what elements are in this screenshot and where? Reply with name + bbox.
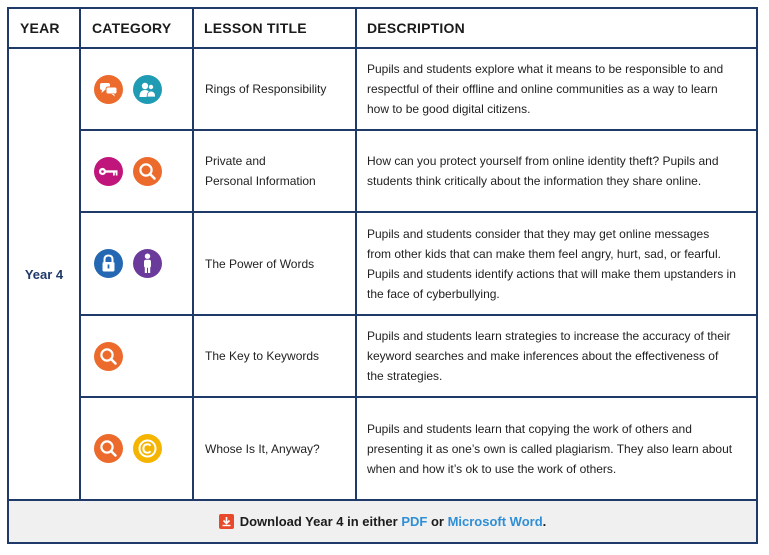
lesson-title: Rings of Responsibility <box>193 48 356 130</box>
magnifier-icon <box>94 342 123 371</box>
category-cell <box>80 212 193 315</box>
lesson-title: Whose Is It, Anyway? <box>193 397 356 500</box>
lesson-title: The Power of Words <box>193 212 356 315</box>
lesson-title <box>193 130 356 212</box>
or-text: or <box>430 513 444 529</box>
person-icon <box>133 249 162 278</box>
download-footer <box>8 500 757 543</box>
pdf-link[interactable]: PDF <box>401 513 428 529</box>
download-icon[interactable] <box>219 514 234 529</box>
table-row <box>8 130 757 212</box>
people-icon <box>133 75 162 104</box>
key-icon <box>94 157 123 186</box>
lesson-description: Pupils and students explore what it means to be responsible to and respectful of their offline and online communities as a way to learn how to be good digital citizens. <box>356 48 757 130</box>
lesson-description: Pupils and students consider that they may get online messages from other kids that can make them feel angry, hurt, sad, or fearful. Pupils and students identify actions that will make them upstanders in the face of cyberbullying. <box>356 212 757 315</box>
header-year: YEAR <box>8 8 80 48</box>
lesson-description: Pupils and students learn strategies to increase the accuracy of their keyword searches and make inferences about the effectiveness of the strategies. <box>356 315 757 397</box>
category-cell <box>80 315 193 397</box>
table-row <box>8 315 757 397</box>
lesson-title-line: Personal Information <box>205 174 316 188</box>
magnifier-icon <box>94 434 123 463</box>
header-row <box>8 8 757 48</box>
category-cell <box>80 48 193 130</box>
period-text: . <box>542 513 547 529</box>
table-row <box>8 48 757 130</box>
header-description: DESCRIPTION <box>356 8 757 48</box>
table-row <box>8 212 757 315</box>
lesson-title: The Key to Keywords <box>193 315 356 397</box>
year-cell: Year 4 <box>8 48 80 500</box>
category-cell <box>80 397 193 500</box>
header-lesson-title: LESSON TITLE <box>193 8 356 48</box>
lock-icon <box>94 249 123 278</box>
copyright-icon <box>133 434 162 463</box>
chat-icon <box>94 75 123 104</box>
word-link[interactable]: Microsoft Word <box>447 513 543 529</box>
curriculum-table <box>7 7 758 544</box>
category-cell <box>80 130 193 212</box>
table-row <box>8 397 757 500</box>
footer-row <box>8 500 757 543</box>
lesson-description: Pupils and students learn that copying the work of others and presenting it as one’s own is called plagiarism. They also learn about when and how it’s ok to use the work of others. <box>356 397 757 500</box>
header-category: CATEGORY <box>80 8 193 48</box>
download-text: Download Year 4 in either <box>239 513 398 529</box>
magnifier-icon <box>133 157 162 186</box>
lesson-description: How can you protect yourself from online identity theft? Pupils and students think critically about the information they share online. <box>356 130 757 212</box>
lesson-title-line: Private and <box>205 154 266 168</box>
